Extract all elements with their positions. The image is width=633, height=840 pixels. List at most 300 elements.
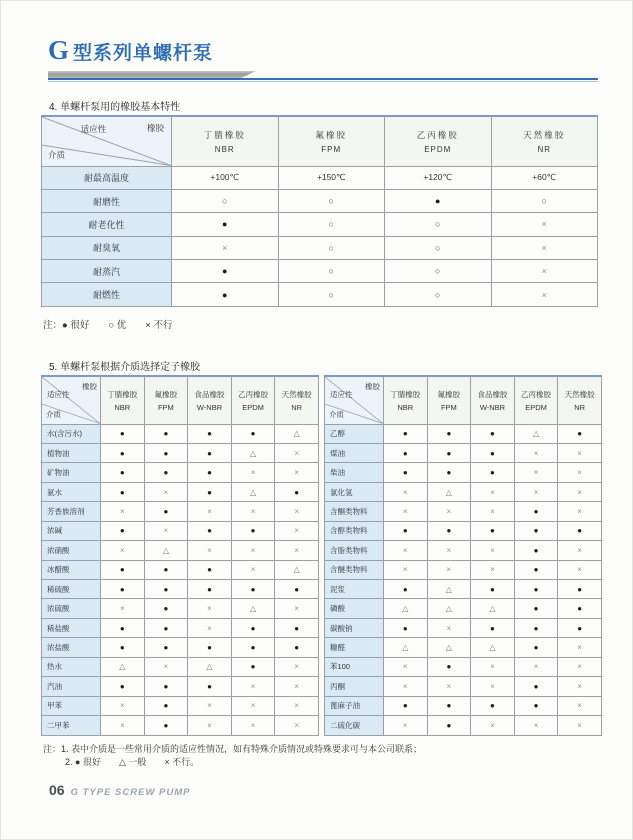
table-cell: × [275,696,319,715]
table-cell: × [427,677,471,696]
table-cell: ● [101,638,145,657]
table-row [42,424,319,443]
table-cell: △ [101,657,145,676]
table-cell: × [471,541,515,560]
table-row [324,482,601,501]
row-label: 耐臭氧 [42,236,172,259]
media-selection-table-left [41,375,319,736]
page-title-text: 型系列单螺杆泵 [73,43,214,64]
header-row [324,376,601,424]
table-cell: ● [188,482,232,501]
table-row [324,463,601,482]
table-cell: × [383,482,427,501]
table-cell: ● [471,521,515,540]
row-label: 苯100 [324,657,383,676]
table-row [42,541,319,560]
table-cell: ● [558,424,602,443]
table-cell: ● [427,443,471,462]
table-cell: × [231,463,275,482]
table-cell: ● [383,580,427,599]
table-row [324,716,601,735]
table-row [324,618,601,637]
table-cell: × [491,213,598,236]
table-row [42,696,319,715]
page-title [48,35,598,66]
table-cell: × [383,502,427,521]
table-cell: × [427,541,471,560]
table-cell: ● [275,580,319,599]
table-row [42,166,598,189]
table-cell: ● [144,580,188,599]
table-cell: ● [514,696,558,715]
table-cell: ● [188,443,232,462]
column-header-nbr: 丁腈橡胶 NBR [101,376,145,424]
table-cell: × [188,502,232,521]
table2-notes [43,743,422,769]
table-cell: ● [427,657,471,676]
row-label: 稀硫酸 [42,580,101,599]
table-cell: ● [558,599,602,618]
table-cell: × [383,560,427,579]
row-label: 含酮类物料 [324,502,383,521]
table-cell: × [558,463,602,482]
table-cell: ● [275,482,319,501]
table-row [324,677,601,696]
table-cell: ○ [278,260,385,283]
corner-label-bottom: 介质 [328,409,344,419]
table-cell: △ [275,560,319,579]
table-cell: × [558,716,602,735]
table-cell: ● [383,443,427,462]
table-cell: × [188,618,232,637]
table-cell: × [558,502,602,521]
table-cell: ● [558,618,602,637]
table-cell: × [275,521,319,540]
table-cell: ● [101,560,145,579]
table-cell: × [275,677,319,696]
note-line-1: 注：1. 表中介质是一些常用介质的适应性情况，如有特殊介质情况或特殊要求可与本公司联系； [43,744,423,754]
table-cell: ● [558,580,602,599]
table-cell: ● [427,424,471,443]
table-cell: × [275,541,319,560]
row-label: 乙醇 [324,424,383,443]
table-cell: × [383,657,427,676]
column-header-epdm: 乙丙橡胶 EPDM [385,116,492,166]
table-row [42,463,319,482]
table-cell: × [427,560,471,579]
table-cell: × [172,236,279,259]
table-cell: ● [383,424,427,443]
table-cell: × [514,463,558,482]
table-cell: ● [144,443,188,462]
table-cell: ● [514,677,558,696]
table-cell: × [471,482,515,501]
row-label: 水(含污水) [42,424,101,443]
table-cell: × [188,599,232,618]
section4-heading: 4. 单螺杆泵用的橡胶基本特性 [49,102,181,113]
table-cell: △ [471,599,515,618]
table-cell: △ [188,657,232,676]
table-cell: × [491,236,598,259]
table-cell: ● [471,580,515,599]
table-cell: ● [172,260,279,283]
table-cell: × [275,463,319,482]
table-cell: × [144,482,188,501]
row-label: 稀盐酸 [42,618,101,637]
table-cell: +100℃ [172,166,279,189]
table-cell: ○ [385,283,492,306]
table-cell: ● [471,424,515,443]
table-cell: ● [101,443,145,462]
table-cell: ● [144,560,188,579]
corner-label-bottom: 介质 [46,409,61,419]
table-cell: × [101,502,145,521]
table-cell: △ [144,541,188,560]
table-cell: ● [231,638,275,657]
table-cell: × [514,443,558,462]
table-cell: ● [427,521,471,540]
table-cell: ● [231,657,275,676]
table-cell: × [558,657,602,676]
diagonal-corner-cell [42,376,101,424]
table-row [42,560,319,579]
table-row [324,599,601,618]
table-cell: ○ [385,213,492,236]
table-cell: ● [188,463,232,482]
row-label: 糠醛 [324,638,383,657]
header-row [42,376,319,424]
table-cell: × [491,260,598,283]
corner-label-right: 橡胶 [364,382,380,391]
table-cell: ● [514,541,558,560]
table-cell: × [101,599,145,618]
row-label: 浓盐酸 [42,638,101,657]
table-cell: ● [514,618,558,637]
row-label: 煤油 [324,443,383,462]
table-row [324,638,601,657]
table-cell: × [471,502,515,521]
column-header-fpm: 氟橡胶 FPM [427,376,471,424]
table-cell: △ [427,599,471,618]
row-label: 耐最高温度 [42,166,172,189]
rubber-properties-table [41,115,598,307]
table-cell: ● [101,677,145,696]
section5-heading: 5. 单螺杆泵根据介质选择定子橡胶 [49,362,201,373]
table-row [324,541,601,560]
table-row [324,443,601,462]
table-cell: ● [231,580,275,599]
table-cell: × [275,443,319,462]
table-cell: ● [101,521,145,540]
table-cell: × [471,677,515,696]
table-cell: × [275,502,319,521]
table-cell: ● [188,580,232,599]
row-label: 浓碱 [42,521,101,540]
table-cell: ● [101,618,145,637]
table-cell: ● [188,424,232,443]
table-cell: △ [427,482,471,501]
row-label: 芳香族溶剂 [42,502,101,521]
brand-text: G TYPE SCREW PUMP [70,787,191,798]
table-cell: ● [188,638,232,657]
table-cell: ● [471,618,515,637]
table-cell: ○ [172,189,279,212]
table-row [324,424,601,443]
table-cell: ● [385,189,492,212]
row-label: 甲苯 [42,696,101,715]
table-cell: × [471,716,515,735]
table-cell: ● [427,463,471,482]
table-cell: × [101,696,145,715]
table-cell: ○ [385,236,492,259]
table-cell: ● [471,463,515,482]
table-cell: × [427,502,471,521]
table-cell: × [558,482,602,501]
table-row [42,618,319,637]
table-row [324,502,601,521]
row-label: 冰醋酸 [42,560,101,579]
table-row [324,696,601,715]
table-cell: × [491,283,598,306]
row-label: 矿物油 [42,463,101,482]
table-cell: × [471,560,515,579]
table-cell: × [383,716,427,735]
table-cell: ○ [278,236,385,259]
table-cell: △ [514,424,558,443]
row-label: 含脂类物料 [324,541,383,560]
table-cell: ● [101,463,145,482]
table-cell: ● [383,521,427,540]
table-cell: △ [383,599,427,618]
column-header-w-nbr: 食品橡胶 W-NBR [471,376,515,424]
row-label: 柴油 [324,463,383,482]
row-label: 磷酸 [324,599,383,618]
media-selection-tables [41,375,602,736]
table-cell: ● [471,696,515,715]
row-label: 耐蒸汽 [42,260,172,283]
table-cell: × [231,677,275,696]
table-cell: △ [231,482,275,501]
corner-label-top: 适应性 [47,390,70,399]
table-cell: ● [514,560,558,579]
table-row [42,657,319,676]
table-cell: ● [188,521,232,540]
row-label: 二硫化碳 [324,716,383,735]
row-label: 氯化氢 [324,482,383,501]
table-row [42,638,319,657]
table-cell: × [558,560,602,579]
table-cell: × [231,716,275,735]
table-cell: × [144,521,188,540]
corner-label-top: 适应性 [329,390,353,399]
table-row [42,236,598,259]
table-row [42,580,319,599]
table-cell: ● [558,521,602,540]
table-cell: △ [427,638,471,657]
table-cell: × [188,541,232,560]
table-cell: ● [514,580,558,599]
table-cell: ● [427,696,471,715]
header-row [42,116,598,166]
table-cell: ● [231,618,275,637]
diagonal-corner-cell [324,376,383,424]
table-cell: × [275,599,319,618]
table-cell: △ [231,599,275,618]
table-cell: × [383,541,427,560]
table-cell: △ [427,580,471,599]
table-cell: ● [231,521,275,540]
corner-label-right: 橡胶 [146,123,164,133]
table-cell: × [231,502,275,521]
row-label: 二甲苯 [42,716,101,735]
row-label: 浓硝酸 [42,541,101,560]
table-cell: × [275,657,319,676]
row-label: 汽油 [42,677,101,696]
row-label: 含醇类物料 [324,521,383,540]
row-label: 氨水 [42,482,101,501]
header-gray-bar [48,71,256,78]
column-header-epdm: 乙丙橡胶 EPDM [231,376,275,424]
table-cell: ● [144,716,188,735]
table-cell: ○ [385,260,492,283]
table-cell: ● [383,463,427,482]
header-blue-line [48,78,598,80]
row-label: 植物油 [42,443,101,462]
page-footer [49,782,191,798]
table-cell: × [383,677,427,696]
table-cell: ● [275,638,319,657]
table-cell: × [275,716,319,735]
table-row [42,599,319,618]
table-cell: ● [144,677,188,696]
table-cell: +120℃ [385,166,492,189]
table-cell: ● [275,618,319,637]
table-cell: ● [188,677,232,696]
table-row [324,580,601,599]
table-cell: × [188,696,232,715]
table-cell: ● [514,502,558,521]
table-row [42,213,598,236]
row-label: 热水 [42,657,101,676]
header-blue-line-thin [48,81,598,82]
table-cell: × [144,657,188,676]
row-label: 碳酸钠 [324,618,383,637]
page-number: 06 [49,782,65,798]
table-cell: △ [231,443,275,462]
table-cell: × [558,443,602,462]
table-cell: +150℃ [278,166,385,189]
row-label: 泥浆 [324,580,383,599]
table1-legend-note: 注：● 很好 ○ 优 × 不行 [43,320,173,331]
row-label: 浓硫酸 [42,599,101,618]
table-cell: × [514,482,558,501]
table-row [42,521,319,540]
table-cell: ● [231,424,275,443]
table-cell: ● [514,599,558,618]
table-cell: × [558,541,602,560]
page-title-initial: G [48,35,71,65]
table-cell: △ [275,424,319,443]
corner-label-right: 橡胶 [82,382,97,391]
row-label: 丙酮 [324,677,383,696]
note-line-2: 2. ● 很好 △ 一般 × 不行。 [65,757,200,767]
table-cell: △ [383,638,427,657]
table-cell: ○ [278,189,385,212]
table-row [42,283,598,306]
table-cell: ● [101,424,145,443]
table-cell: ● [172,283,279,306]
table-cell: × [558,696,602,715]
table-row [42,260,598,283]
row-label: 耐磨性 [42,189,172,212]
table-cell: ● [101,580,145,599]
column-header-nr: 天然橡胶 NR [275,376,319,424]
table-cell: ● [144,599,188,618]
column-header-nr: 天然橡胶 NR [491,116,598,166]
table-cell: × [514,716,558,735]
table-cell: ● [471,443,515,462]
column-header-w-nbr: 食品橡胶 W-NBR [188,376,232,424]
page-header [48,35,598,82]
column-header-fpm: 氟橡胶 FPM [278,116,385,166]
row-label: 蓖麻子油 [324,696,383,715]
table-cell: × [558,677,602,696]
row-label: 含醚类物料 [324,560,383,579]
table-cell: △ [471,638,515,657]
table-cell: × [471,657,515,676]
table-cell: × [558,638,602,657]
table-cell: × [231,560,275,579]
table-cell: ● [101,482,145,501]
column-header-nbr: 丁腈橡胶 NBR [383,376,427,424]
table-cell: × [514,657,558,676]
diagonal-corner-cell [42,116,172,166]
table-row [42,443,319,462]
row-label: 耐燃性 [42,283,172,306]
table-row [42,677,319,696]
column-header-nr: 天然橡胶 NR [558,376,602,424]
column-header-epdm: 乙丙橡胶 EPDM [514,376,558,424]
table-cell: × [101,541,145,560]
table-cell: × [101,716,145,735]
table-row [324,560,601,579]
table-cell: ● [172,213,279,236]
table-cell: ○ [491,189,598,212]
table-cell: +60℃ [491,166,598,189]
column-header-fpm: 氟橡胶 FPM [144,376,188,424]
corner-label-top: 适应性 [80,124,107,134]
column-header-nbr: 丁腈橡胶 NBR [172,116,279,166]
table-cell: ● [188,560,232,579]
media-selection-table-right [324,375,602,736]
rubber-properties-table-wrap [41,115,598,307]
table-cell: ○ [278,213,385,236]
table-row [42,716,319,735]
table-cell: ● [144,424,188,443]
table-cell: ● [383,696,427,715]
table-cell: ● [514,521,558,540]
table-row [42,482,319,501]
table-cell: ● [514,638,558,657]
table-row [42,502,319,521]
table-cell: × [231,696,275,715]
corner-label-bottom: 介质 [48,149,66,160]
table-row [324,657,601,676]
table-cell: × [427,618,471,637]
table-cell: ● [144,463,188,482]
row-label: 耐老化性 [42,213,172,236]
table-row [324,521,601,540]
